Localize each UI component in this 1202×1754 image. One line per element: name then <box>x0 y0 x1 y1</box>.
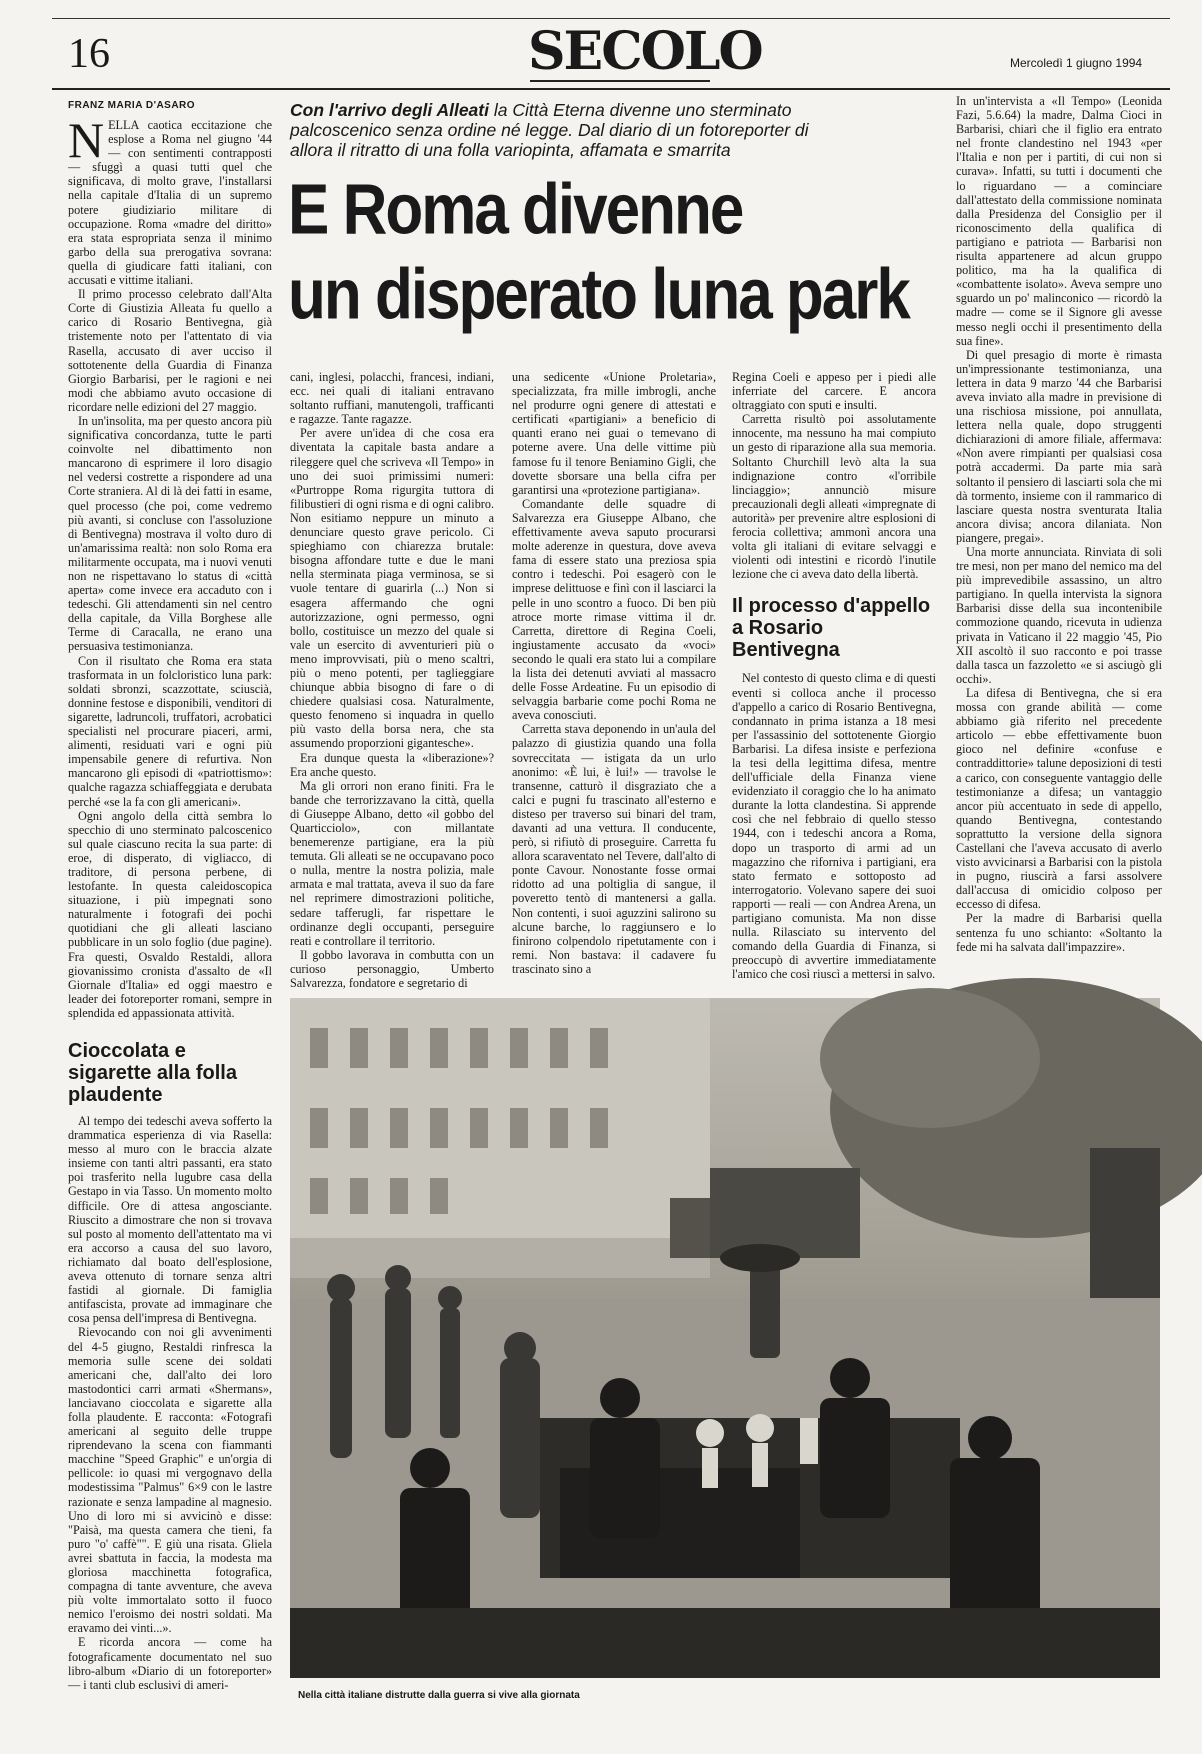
article-column-4 <box>732 370 936 982</box>
paragraph <box>68 112 272 288</box>
paragraph: E ricorda ancora — come ha fotograficamente documentato nel suo libro-album «Diario di un fotoreporter» — i tanti club esclusivi di ameri- <box>68 1635 272 1692</box>
paragraph: Regina Coeli e appeso per i piedi alle inferriate del carcere. E ancora oltraggiato con sputi e insulti. <box>732 370 936 413</box>
headline-line-1: E Roma divenne <box>288 170 743 250</box>
paragraph: Ogni angolo della città sembra lo specchio di uno sterminato palcoscenico sul quale ciascuno recita la sua parte: di eroe, di disperato, di vigliacco, di traditore, di persona perbene, di lestofante. In questa caleidoscopica situazione, i più impegnati sono naturalmente i fotografi dei pochi quotidiani che gli alleati lasciano pubblicare in un solo foglio (due pagine). Fra questi, Osvaldo Restaldi, allora giovanissimo cronista d'assalto de «Il Giornale d'Italia» ed oggi maestro e leader dei fotoreporter romani, sempre in splendida ed appassionata attività. <box>68 808 272 1020</box>
photo-illustration <box>290 998 1160 1678</box>
paragraph: Di quel presagio di morte è rimasta un'impressionante testimonianza, una lettera in data 9 marzo '44 che Barbarisi aveva inviato alla madre in previsione di una rischiosa missione, poi annullata, lettera nella quale, dopo struggenti dichiarazioni di amore filiale, affermava: «Non avere rimpianti per qualsiasi cosa potrà accadermi. Da parte mia sarà soltanto il pensiero di lasciarti sola che mi dà tormento, insieme con il rammarico di lasciare questa nostra sventurata Italia ancora divisa; ancora dilaniata. Non piangere, pregai». <box>956 347 1162 545</box>
paragraph: In un'intervista a «Il Tempo» (Leonida Fazi, 5.6.64) la madre, Dalma Cioci in Barbarisi, chiarì che il figlio era entrato nel fronte clandestino nel 1943 «per l'Italia e non per i partiti, di cui non si curava». Infatti, su tutti i documenti che lo riguardano — a cominciare dall'attestato della commissione nominata dalla Presidenza del Consiglio per il riconoscimento della qualifica di partigiano e patriota — Barbarisi non risulta appartenere ad alcun gruppo politico, ma ha la qualifica di «combattente isolato». Aveva sempre uno sguardo un po' malinconico — ricordò la madre — come se il Signore gli avesse messo negli occhi il presentimento della sua fine». <box>956 94 1162 348</box>
paragraph: Era dunque questa la «liberazione»? Era anche questo. <box>290 750 494 779</box>
paragraph: Al tempo dei tedeschi aveva sofferto la drammatica esperienza di via Rasella: messo al muro con le braccia alzate insieme con tanti altri passanti, era stato poi trasferito nella lugubre casa della Gestapo in via Tasso. Un momento molto difficile. Ore di attesa angosciante. Riuscito a dimostrare che non si trovava sul posto al momento dell'attentato ma vi era accorso a causa del suo lavoro, richiamato dal boato dell'esplosione, aveva ottenuto di tornare senza altri fastidi al giornale. Di famiglia antifascista, provate ad immaginare che cosa pensa dell'impresa di Bentivegna. <box>68 1114 272 1326</box>
paragraph: Per avere un'idea di che cosa era diventata la capitale basta andare a rileggere quel che scriveva «Il Tempo» in uno dei suoi primissimi numeri: «Purtroppe Roma rigurgita tuttora di filibustieri di ogni risma e di ogni calibro. Non esitiamo neppure un minuto a denunciare questo grave pericolo. Ci spieghiamo con chiarezza brutale: bisogna affondare tutte e due le mani nella sterminata piaga verminosa, se si vuole tentare di guarirla (...) Non si esagera affermando che ogni autorizzazione, ogni permesso, ogni bollo, costituisce un mezzo del quale si vale un esercito di avventurieri più o meno improvvisati, più o meno scaltri, più o meno potenti, per taglieggiare chiunque abbia bisogno di fare o di chiedere qualsiasi cosa. Naturalmente, questo fenomeno si inquadra in quello più vasto della borsa nera, che sta assumendo proporzioni gigantesche». <box>290 426 494 751</box>
paragraph: Il primo processo celebrato dall'Alta Corte di Giustizia Alleata fu quello a carico di Rosario Bentivegna, già tristemente noto per l'attentato di via Rasella, accusato di aver ucciso il sottotenente della Guardia di Finanza Giorgio Barbarisi, per le ragioni e nei modi che abbiamo avuto occasione di ricordare nelle edizioni del 27 maggio. <box>68 287 272 414</box>
subheading-cioccolata: Cioccolata e sigarette alla folla plaudente <box>68 1040 237 1106</box>
paragraph: Ma gli orrori non erano finiti. Fra le bande che terrorizzavano la città, quella di Giuseppe Albano, detto «il gobbo del Quarticciolo», con millantate benemerenze partigiane, era la più temuta. Gli alleati se ne occupavano poco o nulla, mentre la nostra polizia, male armata e mal trattata, aveva il suo da fare nel reprimere dimostrazioni politiche, sedare tafferugli, far rispettare le ordinanze degli occupanti, perseguire reati e controllare il territorio. <box>290 778 494 948</box>
masthead-rule <box>530 80 710 82</box>
headline-line-2: un disperato luna park <box>288 255 909 335</box>
subheading-processo: Il processo d'appello a Rosario Bentivegna <box>732 595 931 662</box>
kicker <box>290 100 810 160</box>
paragraph: Carretta risultò poi assolutamente innocente, ma nessuno ha mai compiuto un gesto di riparazione alla sua memoria. Soltanto Churchill levò alta la sua indignazione contro «l'orribile linciaggio»; annunciò misure precauzionali degli alleati «impregnate di autorità» per prevenire altre esplosioni di ferocia collettiva; ammonì ancora una volta gli italiani di evitare selvaggi e violenti odi intestini e ricordò l'inutile lezione che ci aveva dato della libertà. <box>732 412 936 582</box>
article-column-1b <box>68 1040 272 1730</box>
article-column-5 <box>956 94 1162 982</box>
paragraph: Con il risultato che Roma era stata trasformata in un folcloristico luna park: soldati sbronzi, scazzottate, sciuscià, donnine festose e disponibili, venditori di sigarette, ladruncoli, truffatori, acrobatici specialisti nel procurare piaceri, armi, alimenti, residuati vari e ogni più impensabile genere di refurtiva. Non mancarono gli episodi di «patriottismo»: qualche ragazza schiaffeggiata e derubata perché «se la fa con gli americani». <box>68 653 272 809</box>
dateline: Mercoledì 1 giugno 1994 <box>1010 56 1143 70</box>
paragraph: una sedicente «Unione Proletaria», specializzata, fra mille imbrogli, anche nel produrre ogni genere di attestati e certificati «partigiani» a beneficio di quanti erano nei guai o temevano di poterne avere. Una delle vittime più famose fu il tenore Beniamino Gigli, che dovette sborsare una bella cifra per garantirsi una «protezione partigiana». <box>512 370 716 497</box>
paragraph: In un'insolita, ma per questo ancora più significativa concordanza, tutte le parti coinvolte nel dibattimento non mancarono di esprimere il loro disagio nel vedersi costrette a rispondere ad una Corte straniera. Al di là dei fatti in esame, quel processo (che poi, come vedremo più avanti, si concluse con l'assoluzione di Bentivegna) mostrava il volto duro di un'amarissima realtà: non solo Roma era militarmente occupata, ma i nuovi venuti non ne rispettavano lo status di «città aperta» come invece era accaduto con i tedeschi. Gli attendamenti sin nel centro della capitale, da Villa Borghese alle Terme di Caracalla, ne erano una persuasiva testimonianza. <box>68 413 272 654</box>
paragraph-text: ELLA caotica eccitazione che esplose a Roma nel giugno '44 — con sentimenti contrapposti — sfuggì a quasi tutti quel che significava, di molto grave, l'installarsi nella capitale d'Italia di un supremo potere giudiziario militare di occupazione. Roma «madre del diritto» era stata espropriata senza il minimo garbo della sua prerogativa sovrana: quella di giudicare fatti italiani, con accusati e vittime italiani. <box>68 118 272 288</box>
paragraph: Carretta stava deponendo in un'aula del palazzo di giustizia quando una folla sovreccitata — istigata da un urlo anonimo: «È lui, è lui!» — travolse le transenne, catturò il disgraziato che a calci e pugni fu trascinato all'esterno e disteso per traverso sui binari del tram, davanti ad una vettura. Il conducente, però, si rifiutò di proseguire. Carretta fu allora scaraventato nel Tevere, dall'alto di ponte Cavour. Nonostante fosse ormai ridotto ad una poltiglia di sangue, il poveretto tentò di mantenersi a galla. Non contenti, i suoi aguzzini salirono su alcune barche, lo raggiunsero e lo finirono colpendolo ripetutamente con i remi. Non bastava: il cadavere fu trascinato sino a <box>512 722 716 976</box>
street-scene-photo <box>290 998 1160 1678</box>
header-rule <box>52 88 1170 90</box>
byline: FRANZ MARIA D'ASARO <box>68 100 196 111</box>
paragraph: Una morte annunciata. Rinviata di soli tre mesi, non per mano del nemico ma del più imprevedibile assassino, un altro partigiano. In quella intervista la signora Barbarisi disse della sua incontenibile commozione quando, ricevuta in udienza privata in Vaticano il 22 maggio '45, Pio XII ascoltò il suo racconto e poi trasse dalla tasca un fazzoletto «e si asciugò gli occhi». <box>956 545 1162 686</box>
headline <box>288 168 928 338</box>
photo-caption: Nella città italiane distrutte dalla guerra si vive alla giornata <box>298 1690 580 1701</box>
drop-cap: N <box>68 112 105 168</box>
paragraph: Rievocando con noi gli avvenimenti del 4-5 giugno, Restaldi rinfresca la memoria sulle scene dei soldati americani che, dall'alto dei loro mastodontici carri armati «Shermans», lanciavano cioccolata e sigarette alla folla plaudente. E racconta: «Fotografi americani al seguito delle truppe riprendevano la scena con fiammanti macchine "Speed Graphic" e un'orgia di pellicole: io quasi mi vergognavo della modestissima "Palmus" 6×9 con le lastre razionate e senza lampadine al magnesio. Uno di loro mi si avvicinò e disse: "Paisà, ma questa camera che tieni, fa puro "o' caffè"". E giù una risata. Gliela avrei sbattuta in faccia, la modesta ma gloriosa macchinetta fotografica, compagna di tante avventure, che aveva più volte immortalato sotto il fuoco nemico l'eroismo dei nostri soldati. Ma eravamo dei vinti...». <box>68 1325 272 1636</box>
top-rule <box>52 18 1170 19</box>
article-column-2 <box>290 370 494 991</box>
paragraph: Comandante delle squadre di Salvarezza era Giuseppe Albano, che effettivamente aveva saputo procurarsi molte aderenze in questura, dove aveva fama di essere stato una preziosa spia contro i tedeschi. Poi esagerò con le imprese delittuose e finì con il lasciarci la pelle in uno scontro a fuoco. Di ben più atroce morte rimase vittima il dr. Carretta, direttore di Regina Coeli, ingiustamente accusato da «voci» secondo le quali era stato lui a compilare la lista dei detenuti avviati al massacro delle Fosse Ardeatine. Fu un episodio di selvaggia barbarie come pochi Roma ne aveva conosciuti. <box>512 496 716 723</box>
kicker-text: la Città Eterna divenne uno sterminato palcoscenico senza ordine né legge. Dal diario di un fotoreporter di allora il ritratto di una folla variopinta, affamata e smarrita <box>290 100 809 160</box>
paragraph: Per la madre di Barbarisi quella sentenza fu uno schianto: «Soltanto la fede mi ha salvata dall'impazzire». <box>956 911 1162 954</box>
paragraph: Nel contesto di questo clima e di questi eventi si colloca anche il processo d'appello a carico di Rosario Bentivegna, condannato in prima istanza a 18 mesi per l'assassinio del sottotenente Giorgio Barbarisi. La difesa insiste e perfeziona la tesi della legittima difesa, mentre dell'ufficiale della Finanza viene evidenziato il coraggio che lo ha animato durante la lotta clandestina. Si apprende così che nel febbraio di quello stesso 1944, con i tedeschi ancora a Roma, dopo un trasporto di armi ad un magazzino che riforniva i partigiani, era stato fermato e sottoposto ad interrogatorio. Volevano sapere dei suoi rapporti — reali — con Andrea Arena, un partigiano comunista. Ma non disse nulla. Rilasciato su intervento del comando della Guardia di Finanza, si preoccupò di avvertire immediatamente l'amico che così riuscì a mettersi in salvo. <box>732 671 936 982</box>
paragraph: La difesa di Bentivegna, che si era mossa con grande abilità — come abbiamo già riferito nel precedente articolo — ebbe effettivamente buon gioco nel definire «confuse e contraddittorie» talune deposizioni di testi a carico, con conseguente vantaggio delle testimonianze a difesa; un vantaggio ancor più accentuato in sede di appello, quando Bentivegna, contestando soprattutto la versione della signora Castellani che l'aveva accusato di averlo visto avvicinarsi a Barbarisi con la pistola in pugno, riuscirà a farsi assolvere dall'accusa di omicidio colposo per eccesso di difesa. <box>956 685 1162 912</box>
page-number: 16 <box>68 31 110 77</box>
masthead: SECOLO <box>528 21 762 82</box>
article-column-3 <box>512 370 716 982</box>
kicker-lead: Con l'arrivo degli Alleati <box>290 100 489 120</box>
paragraph: Il gobbo lavorava in combutta con un curioso personaggio, Umberto Salvarezza, fondatore e segretario di <box>290 947 494 991</box>
article-column-1 <box>68 112 272 1020</box>
paragraph: cani, inglesi, polacchi, francesi, indiani, ecc. nei quali di italiani entravano soltanto ruffiani, manutengoli, trafficanti e ragazze. Tante ragazze. <box>290 370 494 427</box>
